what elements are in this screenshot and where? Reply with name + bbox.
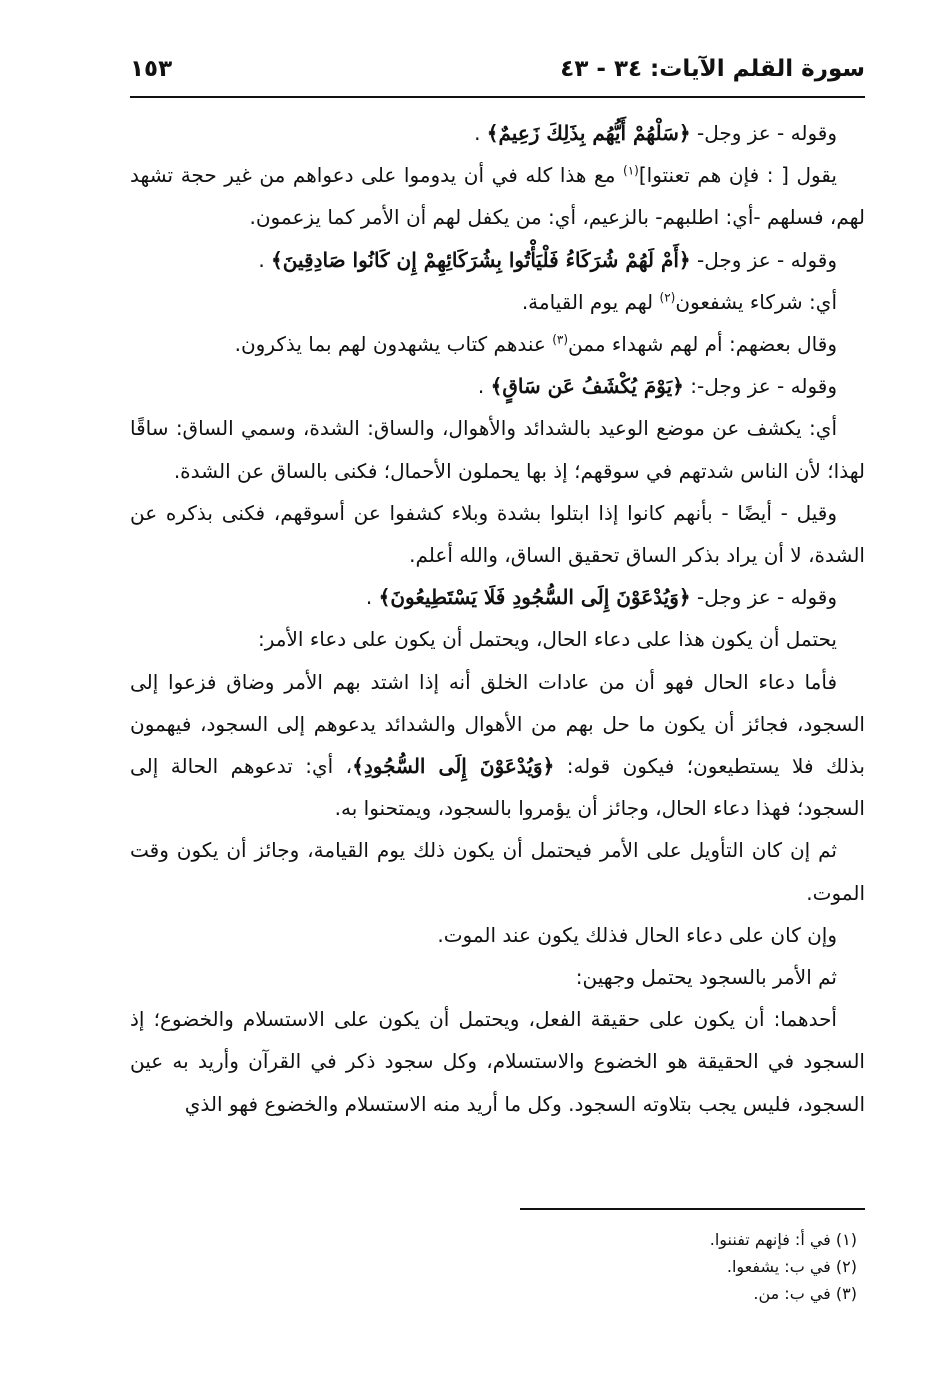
page-header bbox=[130, 50, 865, 94]
footnote-rule bbox=[520, 1208, 865, 1210]
paragraph bbox=[130, 661, 865, 830]
footnote-ref: (٣) bbox=[552, 332, 569, 347]
footnote: (٣) في ب: من. bbox=[753, 1284, 857, 1303]
footnote-ref: (٢) bbox=[659, 290, 676, 305]
quran-verse: ﴿وَيُدْعَوْنَ إِلَى السُّجُودِ﴾ bbox=[352, 754, 555, 779]
quran-verse: ﴿سَلْهُمْ أَيُّهُم بِذَلِكَ زَعِيمٌ﴾ bbox=[486, 121, 691, 145]
text-run: عندهم كتاب يشهدون لهم بما يذكرون. bbox=[234, 332, 553, 357]
footnote-ref: (١) bbox=[623, 163, 639, 178]
page-number: ١٥٣ bbox=[130, 56, 173, 82]
text-run: . bbox=[477, 374, 485, 399]
quran-verse: ﴿وَيُدْعَوْنَ إِلَى السُّجُودِ فَلَا يَسْتَطِيعُونَ﴾ bbox=[378, 585, 691, 610]
paragraph bbox=[130, 576, 865, 618]
paragraph: ثم إن كان التأويل على الأمر فيحتمل أن يكون ذلك يوم القيامة، وجائز أن يكون وقت الموت. bbox=[130, 838, 865, 905]
text-run: لهم يوم القيامة. bbox=[521, 289, 660, 314]
header-rule bbox=[130, 96, 865, 98]
text-run: وقال بعضهم: أم لهم شهداء ممن bbox=[568, 332, 837, 357]
paragraph: أي: يكشف عن موضع الوعيد بالشدائد والأهوال، والساق: الشدة، وسمي الساق: ساقًا لهذا؛ لأن الناس شدتهم في سوقهم؛ إذ بها يحملون الأحمال؛ فكنى بالساق عن الشدة. bbox=[130, 416, 865, 483]
paragraph: ثم الأمر بالسجود يحتمل وجهين: bbox=[575, 965, 837, 990]
text-run: . bbox=[365, 585, 373, 610]
paragraph: أحدهما: أن يكون على حقيقة الفعل، ويحتمل أن يكون على الاستسلام والخضوع؛ إذ السجود في الحقيقة هو الخضوع والاستسلام، وكل سجود ذكر في القرآن وأريد به عين السجود، فليس يجب بتلاوته السجود. وكل ما أريد منه الاستسلام والخضوع فهو الذي bbox=[130, 1007, 865, 1116]
footnote: (١) في أ: فإنهم تفننوا. bbox=[709, 1230, 857, 1249]
text-run: يقول [ : فإن هم تعنتوا] bbox=[638, 163, 837, 188]
text-run: وقوله - عز وجل- bbox=[696, 121, 837, 145]
quran-verse: ﴿يَوْمَ يُكْشَفُ عَن سَاقٍ﴾ bbox=[490, 374, 684, 399]
text-run: وقوله - عز وجل- bbox=[696, 247, 837, 272]
paragraph bbox=[130, 365, 865, 407]
paragraph bbox=[130, 154, 865, 238]
running-title: سورة القلم الآيات: ٣٤ - ٤٣ bbox=[560, 56, 865, 82]
text-run: وقوله - عز وجل- bbox=[696, 585, 837, 610]
footnote: (٢) في ب: يشفعوا. bbox=[726, 1257, 857, 1276]
paragraph: وقيل - أيضًا - بأنهم كانوا إذا ابتلوا بشدة وبلاء كشفوا عن أسوقهم، فكنى بذكره عن الشدة، لا أن يراد بذكر الساق تحقيق الساق، والله أعلم. bbox=[130, 500, 865, 568]
paragraph: وإن كان على دعاء الحال فذلك يكون عند الموت. bbox=[437, 922, 837, 947]
text-run: أي: شركاء يشفعون bbox=[675, 289, 837, 314]
body-text bbox=[130, 112, 865, 1125]
quran-verse: ﴿أَمْ لَهُمْ شُرَكَاءُ فَلْيَأْتُوا بِشُرَكَائِهِمْ إِن كَانُوا صَادِقِينَ﴾ bbox=[271, 247, 691, 272]
text-run: وقوله - عز وجل-: bbox=[690, 374, 837, 399]
text-run: . bbox=[474, 121, 481, 145]
text-run: مع هذا كله في أن يدوموا على دعواهم من غير حجة تشهد لهم، فسلهم -أي: اطلبهم- بالزعيم، أي: من يكفل لهم أن الأمر كما يزعمون. bbox=[130, 163, 865, 230]
paragraph bbox=[130, 239, 865, 281]
footnotes bbox=[130, 1226, 865, 1307]
text-run: فأما دعاء الحال فهو أن من عادات الخلق أنه إذا اشتد بهم الأمر وضاق فزعوا إلى السجود، فجائز أن يكون ما حل بهم من الأهوال والشدائد يدعوهم إلى السجود، فيهمون بذلك فلا يستطيعون؛ فيكون قوله: bbox=[130, 669, 865, 779]
text-run: . bbox=[258, 247, 265, 272]
paragraph bbox=[130, 281, 865, 323]
paragraph bbox=[130, 112, 865, 154]
paragraph bbox=[130, 323, 865, 365]
text-run: ، أي: تدعوهم الحالة إلى السجود؛ فهذا دعاء الحال، وجائز أن يؤمروا بالسجود، ويمتحنوا به. bbox=[130, 754, 865, 821]
paragraph: يحتمل أن يكون هذا على دعاء الحال، ويحتمل أن يكون على دعاء الأمر: bbox=[258, 627, 837, 652]
